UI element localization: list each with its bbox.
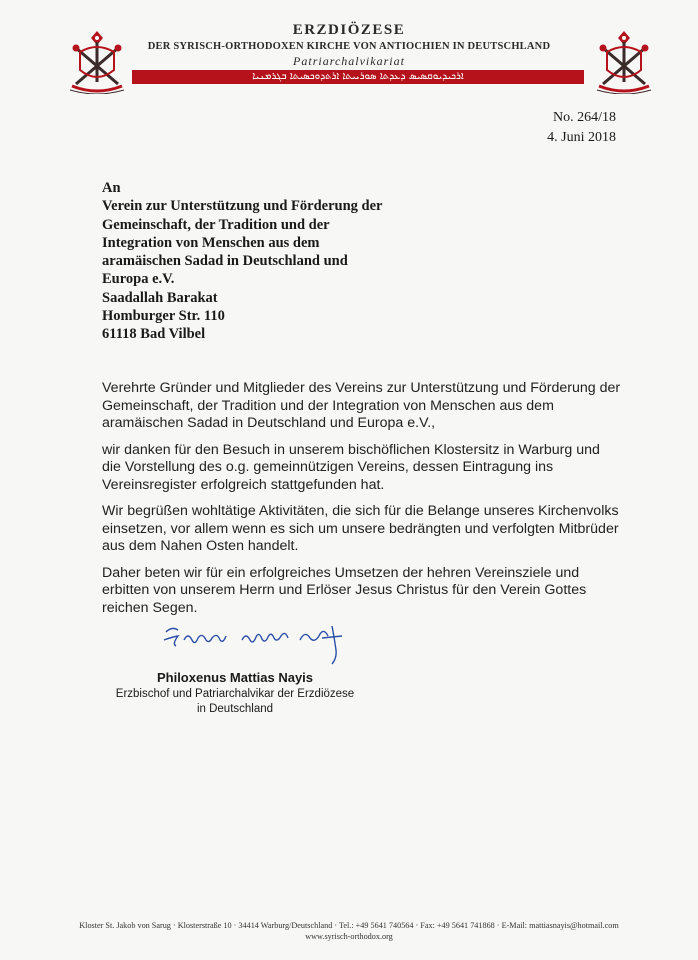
footer-contact: Kloster St. Jakob von Sarug · Klosterstraße 10 · 34414 Warburg/Deutschland · Tel.: +49 5641 740564 · Fax: +49 5641 741868 · E-Mail: mattiasnayis@hotmail.com: [79, 921, 619, 930]
letter-date: 4. Juni 2018: [547, 130, 616, 145]
body-paragraph: Wir begrüßen wohltätige Aktivitäten, die sich für die Belange unseres Kirchenvolks einsetzen, vor allem wenn es sich um unsere bedrängten und verfolgten Mitbrüder aus dem Nahen Osten handelt.: [102, 503, 619, 554]
footer-website: www.syrisch-orthodox.org: [305, 932, 393, 941]
address-line: Saadallah Barakat: [102, 289, 218, 306]
address-line: Gemeinschaft, der Tradition und der: [102, 216, 330, 233]
address-line: aramäischen Sadad in Deutschland und: [102, 253, 348, 270]
handwritten-signature: [162, 618, 362, 668]
signatory-role: Erzbischof und Patriarchalvikar der Erzdiözese: [115, 688, 355, 700]
letter-body: [102, 380, 622, 626]
body-paragraph: wir danken für den Besuch in unserem bischöflichen Klostersitz in Warburg und die Vorstellung des o.g. gemeinnützigen Vereins, dessen Eintragung ins Vereinsregister erfolgreich stattgefunden hat.: [102, 441, 600, 493]
address-line: Integration von Menschen aus dem: [102, 234, 320, 251]
letterhead-patriarchal-vicariate: Patriarchalvikariat: [293, 54, 405, 68]
body-paragraph-salutation: Verehrte Gründer und Mitglieder des Vereins zur Unterstützung und Förderung der Gemeinschaft, der Tradition und der Integration von Menschen aus dem aramäischen Sadad in Deutschland und Europa e.V.,: [102, 380, 621, 431]
letterhead-subtitle: DER SYRISCH-ORTHODOXEN KIRCHE VON ANTIOCHIEN IN DEUTSCHLAND: [147, 41, 551, 52]
signatory-role-location: in Deutschland: [196, 703, 274, 715]
signatory-name: Philoxenus Mattias Nayis: [156, 670, 314, 685]
reference-number: No. 264/18: [553, 110, 616, 125]
body-paragraph: Daher beten wir für ein erfolgreiches Umsetzen der hehren Vereinsziele und erbitten von unserem Herrn und Erlöser Jesus Christus für den Verein Gottes reichen Segen.: [102, 564, 587, 616]
address-line: An: [102, 180, 121, 196]
letterhead-syriac-text: ܐܪܟܝܕܝܘܩܣܝܣ ܕܥܕܬܐ ܣܘܪܝܝܬܐ ܐܪܬܕܘܟܣܝܬܐ ܒܓܪܡܢܝܐ: [252, 71, 464, 82]
address-line: Verein zur Unterstützung und Förderung der: [102, 198, 383, 215]
address-line: Homburger Str. 110: [102, 308, 225, 325]
address-line: Europa e.V.: [102, 271, 175, 288]
letterhead-title: ERZDIÖZESE: [292, 22, 406, 38]
address-line: 61118 Bad Vilbel: [102, 326, 206, 343]
recipient-address: [102, 179, 382, 344]
